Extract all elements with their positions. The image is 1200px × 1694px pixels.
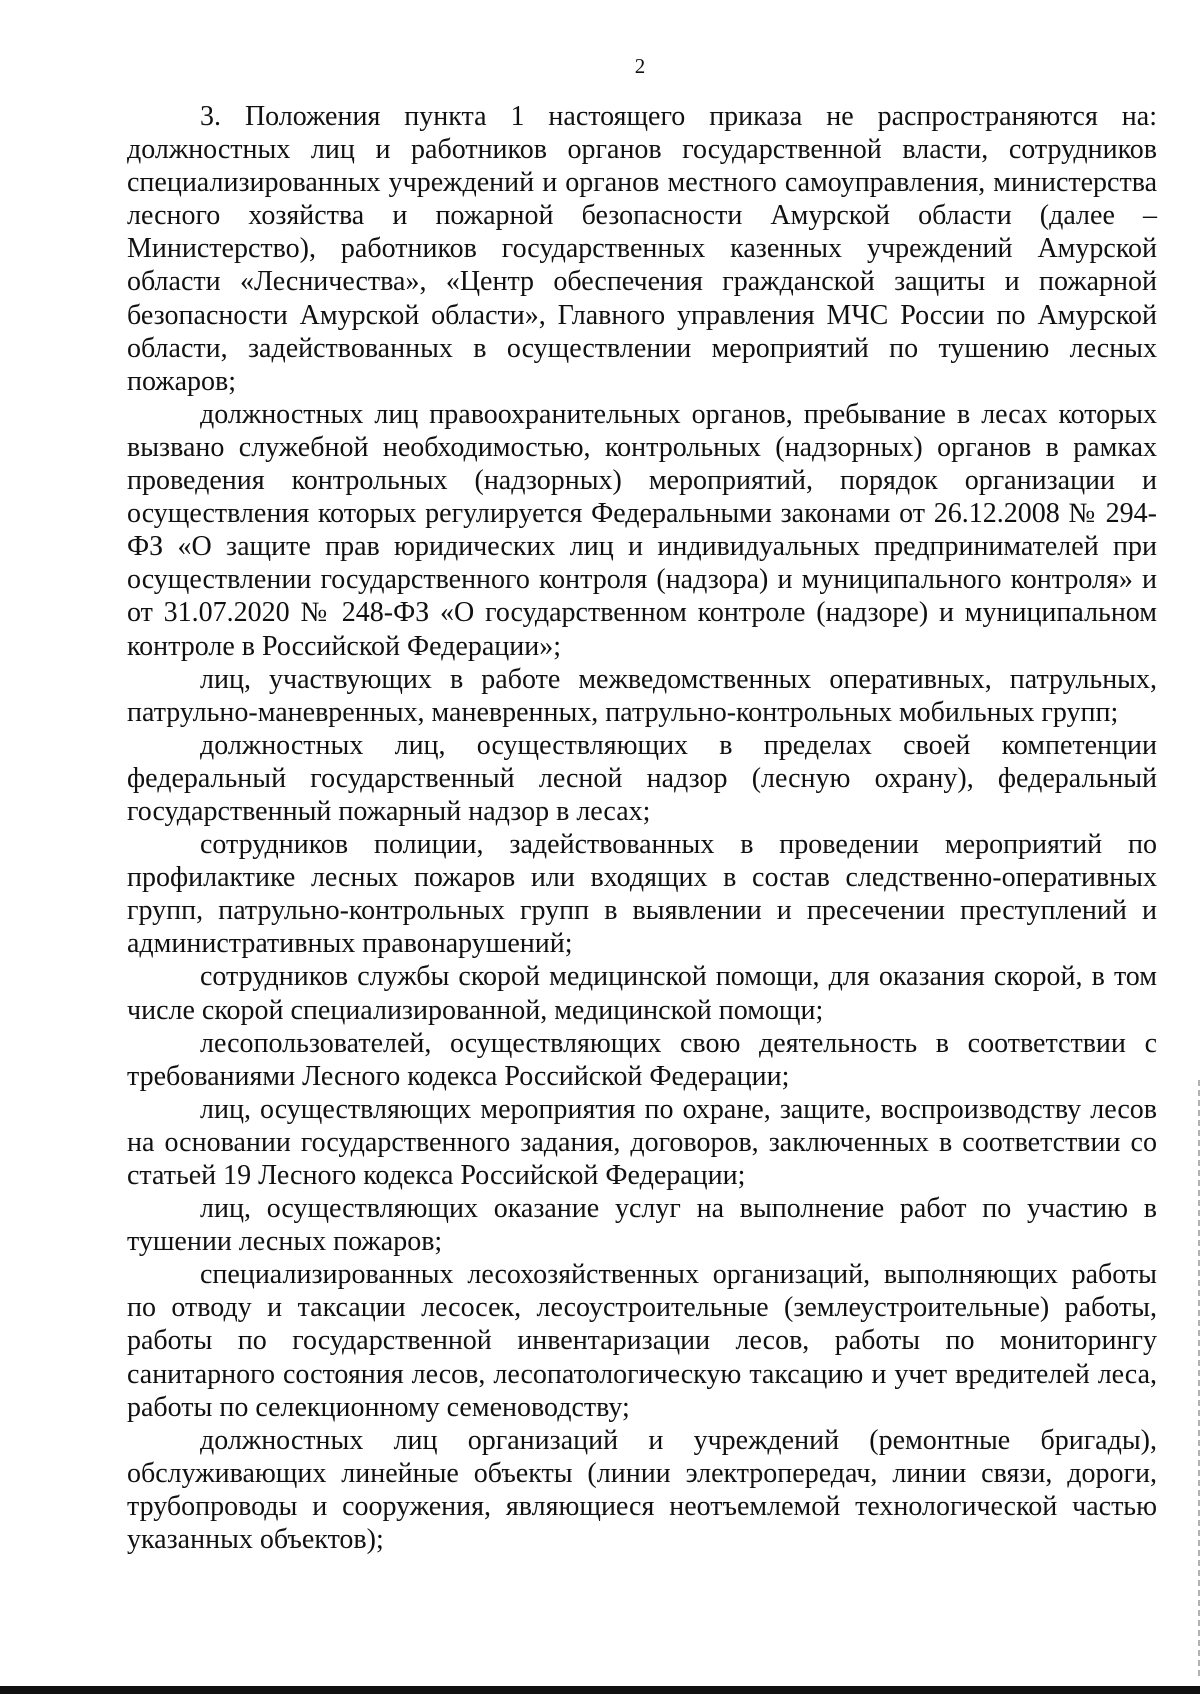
paragraph-forest-supervision-officials: должностных лиц, осуществляющих в пределах своей компетенции федеральный государственный лесной надзор (лесную охрану), федеральный государственный пожарный надзор в лесах; [127,729,1157,827]
page-number: 2 [634,54,646,78]
paragraph-law-enforcement-officials: должностных лиц правоохранительных органов, пребывание в лесах которых вызвано служебной необходимостью, контрольных (надзорных) органов в рамках проведения контрольных (надзорных) мероприятий, порядок организации и осуществления которых регулируется Федеральными законами от 26.12.2008 № 294-ФЗ «О защите прав юридических лиц и индивидуальных предпринимателей при осуществлении государственного контроля (надзора) и муниципального контроля» и от 31.07.2020 № 248-ФЗ «О государственном контроле (надзоре) и муниципальном контроле в Российской Федерации»; [127,398,1157,662]
paragraph-forestry-organizations: специализированных лесохозяйственных организаций, выполняющих работы по отводу и таксации лесосек, лесоустроительные (землеустроительные) работы, работы по государственной инвентаризации лесов, работы по мониторингу санитарного состояния лесов, лесопатологическую таксацию и учет вредителей леса, работы по селекционному семеноводству; [127,1259,1157,1423]
paragraph-forest-protection-contractors: лиц, осуществляющих мероприятия по охране, защите, воспроизводству лесов на основании государственного задания, договоров, заключенных в соответствии со статьей 19 Лесного кодекса Российской Федерации; [127,1093,1157,1191]
paragraph-ambulance-staff: сотрудников службы скорой медицинской помощи, для оказания скорой, в том числе скорой специализированной, медицинской помощи; [127,961,1157,1026]
scan-bottom-border [0,1686,1200,1694]
paragraph-firefighting-service-providers: лиц, осуществляющих оказание услуг на выполнение работ по участию в тушении лесных пожаров; [127,1193,1157,1258]
paragraph-patrol-group-members: лиц, участвующих в работе межведомственных оперативных, патрульных, патрульно-маневренных, маневренных, патрульно-контрольных мобильных групп; [127,663,1157,728]
document-body [127,100,1157,1556]
paragraph-item-3-intro: 3. Положения пункта 1 настоящего приказа не распространяются на: должностных лиц и работников органов государственной власти, сотрудников специализированных учреждений и органов местного самоуправления, министерства лесного хозяйства и пожарной безопасности Амурской области (далее – Министерство), работников государственных казенных учреждений Амурской области «Лесничества», «Центр обеспечения гражданской защиты и пожарной безопасности Амурской области», Главного управления МЧС России по Амурской области, задействованных в осуществлении мероприятий по тушению лесных пожаров; [127,101,1157,397]
paragraph-linear-objects-repair-crews: должностных лиц организаций и учреждений (ремонтные бригады), обслуживающих линейные объекты (линии электропередач, линии связи, дороги, трубопроводы и сооружения, являющиеся неотъемлемой технологической частью указанных объектов); [127,1424,1157,1556]
paragraph-forest-users: лесопользователей, осуществляющих свою деятельность в соответствии с требованиями Лесного кодекса Российской Федерации; [127,1027,1157,1092]
paragraph-police-officers: сотрудников полиции, задействованных в проведении мероприятий по профилактике лесных пожаров или входящих в состав следственно-оперативных групп, патрульно-контрольных групп в выявлении и пресечении преступлений и административных правонарушений; [127,829,1157,960]
